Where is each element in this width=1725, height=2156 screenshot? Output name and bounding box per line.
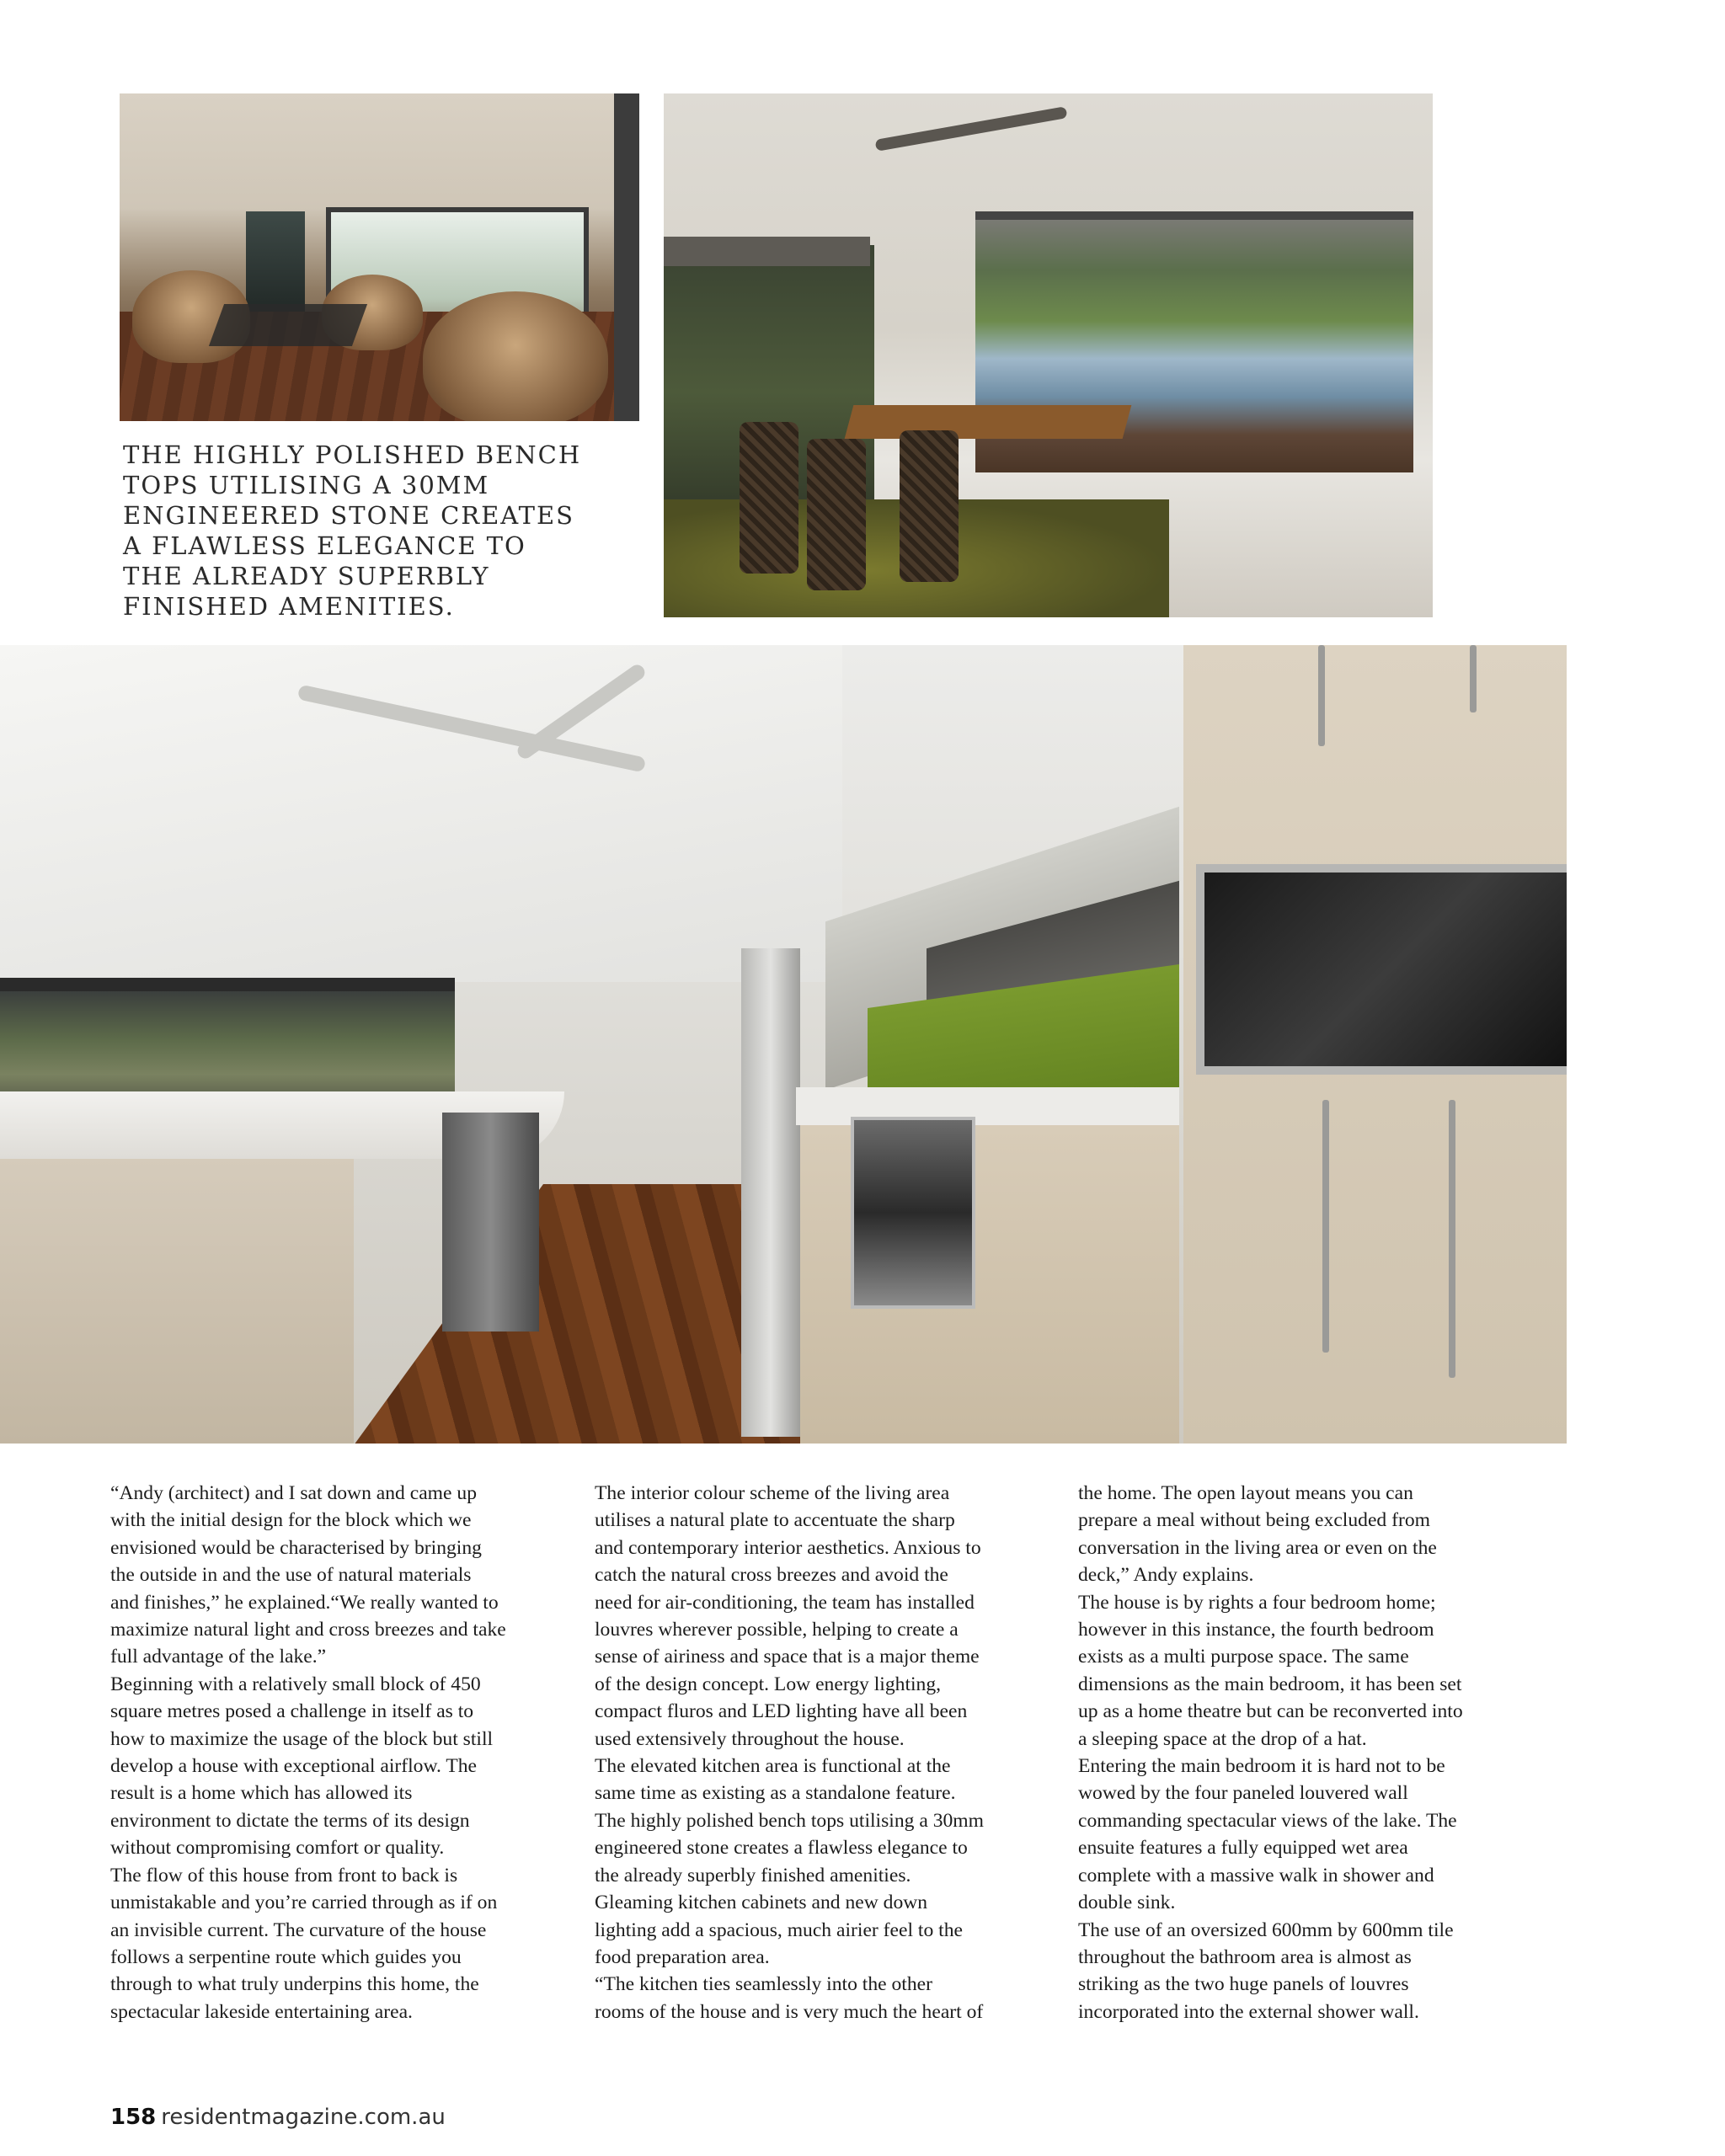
text-line: The house is by rights a four bedroom home;	[1078, 1591, 1436, 1614]
text-line: striking as the two huge panels of louvres	[1078, 1973, 1409, 1996]
text-line: louvres wherever possible, helping to create a	[595, 1619, 959, 1641]
text-line: used extensively throughout the house.	[595, 1727, 905, 1750]
article-column-2	[595, 1480, 1054, 2025]
dining-chair	[740, 422, 798, 574]
text-line: maximize natural light and cross breezes and take	[110, 1619, 506, 1641]
text-line: The highly polished bench tops utilising a 30mm	[595, 1809, 985, 1832]
glass-coffee-table	[209, 304, 367, 346]
text-line: The elevated kitchen area is functional at the	[595, 1755, 951, 1778]
text-line: catch the natural cross breezes and avoid the	[595, 1564, 948, 1587]
text-line: engineered stone creates a flawless elegance to	[595, 1837, 968, 1860]
text-line: and contemporary interior aesthetics. Anxious to	[595, 1536, 981, 1559]
text-line: exists as a multi purpose space. The same	[1078, 1646, 1409, 1668]
oven	[851, 1117, 975, 1309]
caption-line: THE HIGHLY POLISHED BENCH	[123, 440, 582, 469]
text-line: food preparation area.	[595, 1945, 770, 1968]
dining-chair	[807, 439, 866, 590]
article-column-3	[1078, 1480, 1537, 2025]
text-line: rooms of the house and is very much the heart of	[595, 2000, 984, 2023]
text-line: incorporated into the external shower wall.	[1078, 2000, 1419, 2023]
text-line: up as a home theatre but can be reconverted into	[1078, 1700, 1463, 1723]
text-line: without compromising comfort or quality.	[110, 1837, 445, 1860]
fridge	[741, 948, 800, 1437]
text-line: lighting add a spacious, much airier feel to the	[595, 1919, 964, 1941]
dining-chair	[900, 430, 959, 582]
text-line: compact fluros and LED lighting have all been	[595, 1700, 968, 1723]
text-line: the already superbly finished amenities.	[595, 1864, 911, 1886]
cabinet-handle	[1322, 1100, 1329, 1353]
page-number: 158	[110, 2105, 157, 2130]
text-line: commanding spectacular views of the lake. The	[1078, 1809, 1457, 1832]
text-line: The flow of this house from front to back is	[110, 1864, 458, 1886]
caption-line: A FLAWLESS ELEGANCE TO	[123, 531, 526, 560]
text-line: conversation in the living area or even on the	[1078, 1536, 1437, 1559]
text-line: utilises a natural plate to accentuate the sharp	[595, 1509, 955, 1532]
text-line: follows a serpentine route which guides you	[110, 1945, 462, 1968]
wicker-chair	[423, 291, 608, 421]
text-line: unmistakable and you’re carried through as if on	[110, 1892, 498, 1914]
text-line: through to what truly underpins this home, the	[110, 1973, 479, 1996]
text-line: Entering the main bedroom it is hard not to be	[1078, 1755, 1445, 1778]
page-footer	[110, 2105, 446, 2130]
text-line: ensuite features a fully equipped wet area	[1078, 1837, 1408, 1860]
text-line: square metres posed a challenge in itself as to	[110, 1700, 474, 1723]
text-line: environment to dictate the terms of its design	[110, 1809, 470, 1832]
dining-table	[845, 405, 1132, 439]
caption-line: FINISHED AMENITIES.	[123, 592, 455, 621]
text-line: Gleaming kitchen cabinets and new down	[595, 1892, 928, 1914]
text-line: wowed by the four paneled louvered wall	[1078, 1782, 1408, 1805]
text-line: “Andy (architect) and I sat down and came up	[110, 1482, 477, 1504]
article-column-1	[110, 1480, 569, 2025]
microwave	[1196, 864, 1567, 1075]
text-line: result is a home which has allowed its	[110, 1782, 413, 1805]
text-line: The use of an oversized 600mm by 600mm tile	[1078, 1919, 1454, 1941]
text-line: double sink.	[1078, 1892, 1176, 1914]
text-line: the home. The open layout means you can	[1078, 1482, 1413, 1504]
text-line: how to maximize the usage of the block but still	[110, 1727, 494, 1750]
text-line: full advantage of the lake.”	[110, 1646, 327, 1668]
text-line: Beginning with a relatively small block of 450	[110, 1673, 481, 1695]
magazine-url: residentmagazine.com.au	[161, 2105, 446, 2130]
text-line: same time as existing as a standalone feature.	[595, 1782, 956, 1805]
cabinet-handle	[1318, 645, 1325, 746]
text-line: sense of airiness and space that is a major theme	[595, 1646, 980, 1668]
text-line: complete with a massive walk in shower and	[1078, 1864, 1434, 1886]
text-line: envisioned would be characterised by bringing	[110, 1536, 482, 1559]
text-line: however in this instance, the fourth bedroom	[1078, 1619, 1434, 1641]
caption-line: THE ALREADY SUPERBLY	[123, 562, 490, 590]
caption-line: TOPS UTILISING A 30MM	[123, 471, 490, 499]
text-line: with the initial design for the block which we	[110, 1509, 472, 1532]
text-line: deck,” Andy explains.	[1078, 1564, 1254, 1587]
ceiling-fan	[875, 106, 1068, 152]
text-line: throughout the bathroom area is almost as	[1078, 1945, 1412, 1968]
caption-line: ENGINEERED STONE CREATES	[123, 501, 575, 530]
photo-living-room	[120, 93, 639, 421]
text-line: an invisible current. The curvature of the house	[110, 1919, 487, 1941]
photo-dining-room	[664, 93, 1433, 617]
dishwasher	[442, 1113, 539, 1331]
text-line: The interior colour scheme of the living area	[595, 1482, 950, 1504]
text-line: a sleeping space at the drop of a hat.	[1078, 1727, 1367, 1750]
text-line: “The kitchen ties seamlessly into the other	[595, 1973, 932, 1996]
text-line: the outside in and the use of natural materials	[110, 1564, 472, 1587]
text-line: prepare a meal without being excluded from	[1078, 1509, 1430, 1532]
roller-blind	[664, 237, 870, 266]
photo-caption	[123, 440, 611, 622]
cabinet-handle	[1470, 645, 1477, 712]
text-line: spectacular lakeside entertaining area.	[110, 2000, 413, 2023]
text-line: need for air-conditioning, the team has installed	[595, 1591, 975, 1614]
photo-kitchen	[0, 645, 1567, 1444]
text-line: dimensions as the main bedroom, it has been set	[1078, 1673, 1462, 1695]
text-line: develop a house with exceptional airflow. The	[110, 1755, 478, 1778]
cabinet-handle	[1449, 1100, 1455, 1378]
island-cabinet	[0, 1159, 354, 1444]
text-line: of the design concept. Low energy lighting,	[595, 1673, 942, 1695]
text-line: and finishes,” he explained.“We really wanted to	[110, 1591, 499, 1614]
